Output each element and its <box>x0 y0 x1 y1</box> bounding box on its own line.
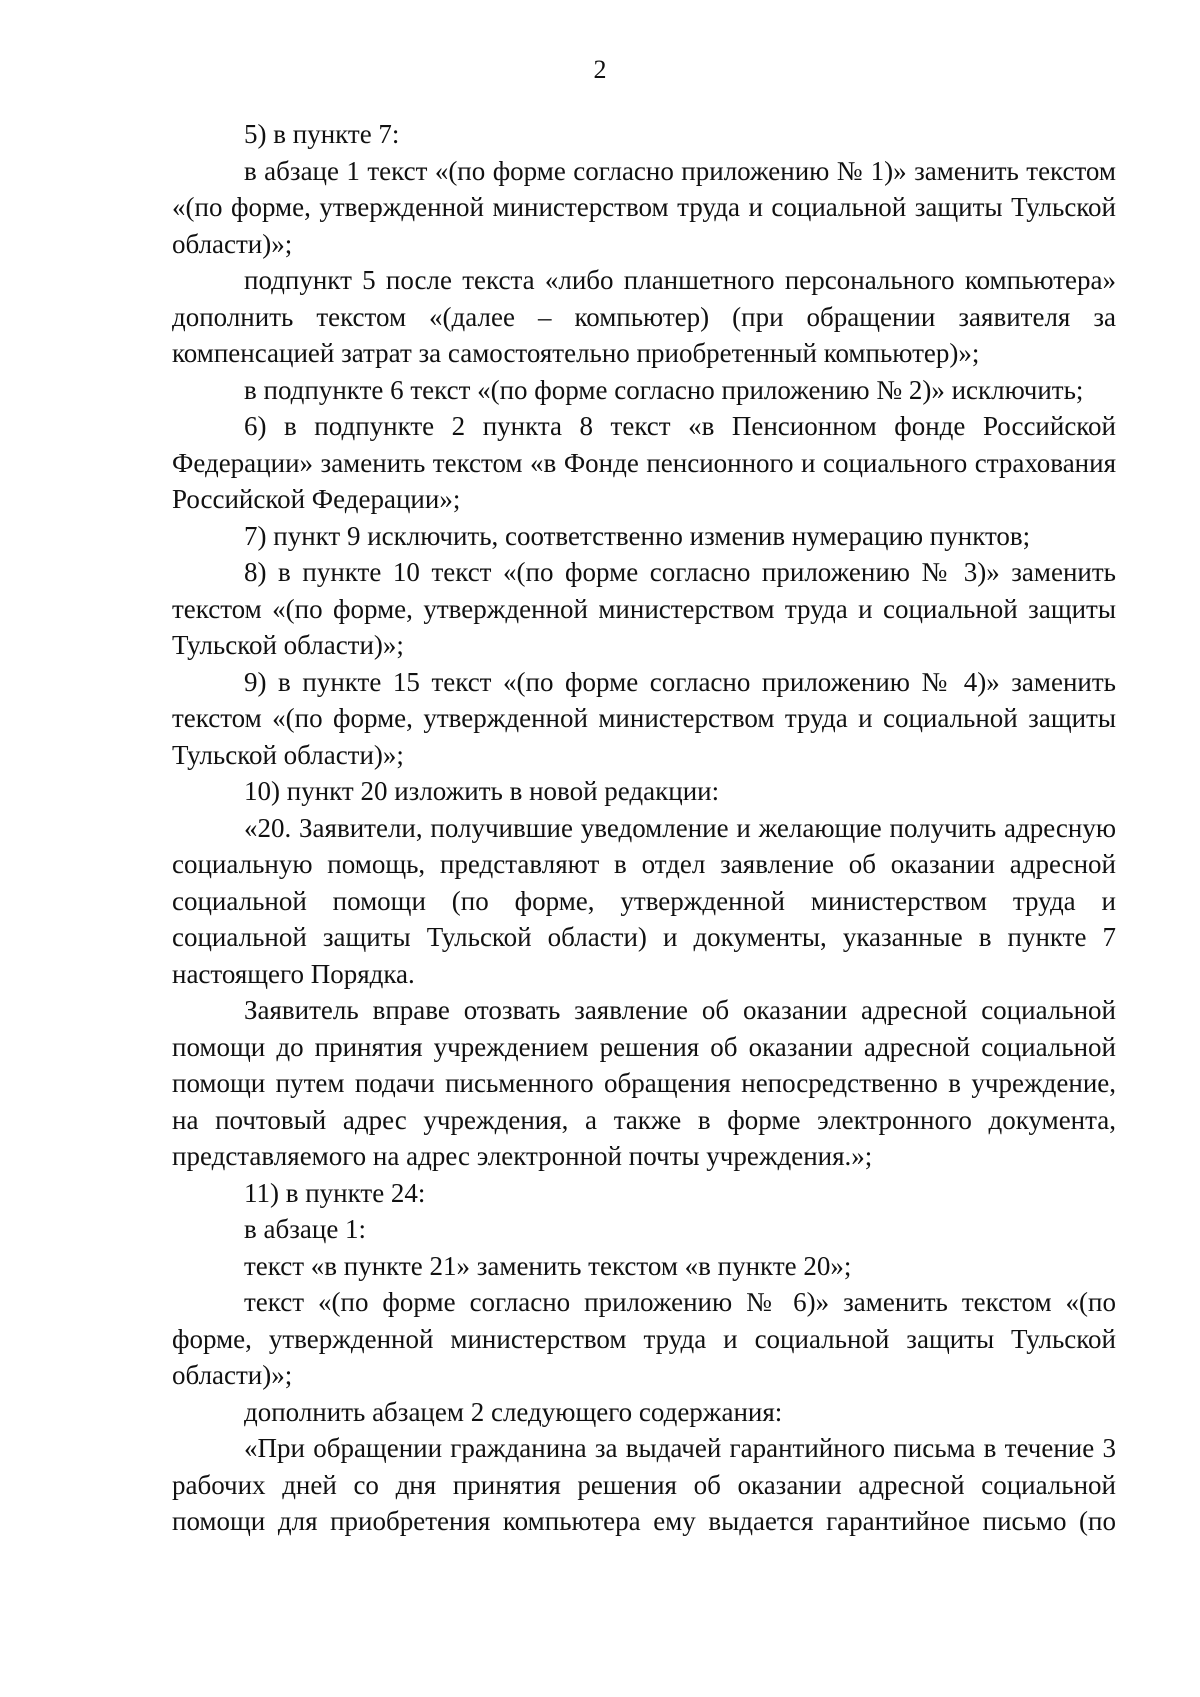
paragraph-item-11-text-replace-2: текст «(по форме согласно приложению № 6)» заменить текстом «(по форме, утвержденной министерством труда и социальной защиты Тульской области)»; <box>172 1287 1116 1390</box>
paragraph-item-9: 9) в пункте 15 текст «(по форме согласно приложению № 4)» заменить текстом «(по форме, утвержденной министерством труда и социальной защиты Тульской области)»; <box>172 666 1116 770</box>
paragraph-item-7: 7) пункт 9 исключить, соответственно изменив нумерацию пунктов; <box>244 520 1031 551</box>
paragraph-guarantee-letter: «При обращении гражданина за выдачей гарантийного письма в течение 3 рабочих дней со дня принятия решения об оказании адресной социальной помощи для приобретения компьютера ему выдается гарантийное письмо (по <box>172 1433 1116 1536</box>
paragraph-item-5-abzac-1: в абзаце 1 текст «(по форме согласно приложению № 1)» заменить текстом «(по форме, утвержденной министерством труда и социальной защиты Тульской области)»; <box>172 155 1116 259</box>
paragraph-item-10: 10) пункт 20 изложить в новой редакции: <box>244 776 720 806</box>
paragraph-item-5: 5) в пункте 7: <box>244 119 400 149</box>
paragraph-point-20-text: «20. Заявители, получившие уведомление и желающие получить адресную социальную помощь, представляют в отдел заявление об оказании адресной социальной помощи (по форме, утвержденной министерством труда и социальной защиты Тульской области) и документы, указанные в пункте 7 настоящего Порядка. <box>172 812 1116 989</box>
paragraph-item-5-subitem-5: подпункт 5 после текста «либо планшетного персонального компьютера» дополнить текстом «(далее – компьютер) (при обращении заявителя за компенсацией затрат за самостоятельно приобретенный компьютер)»; <box>172 265 1116 368</box>
paragraph-item-6: 6) в подпункте 2 пункта 8 текст «в Пенсионном фонде Российской Федерации» заменить текстом «в Фонде пенсионного и социального страхования Российской Федерации»; <box>172 411 1116 514</box>
paragraph-item-8: 8) в пункте 10 текст «(по форме согласно приложению № 3)» заменить текстом «(по форме, утвержденной министерством труда и социальной защиты Тульской области)»; <box>172 557 1116 660</box>
paragraph-item-11: 11) в пункте 24: <box>244 1177 426 1208</box>
paragraph-item-5-subitem-6: в подпункте 6 текст «(по форме согласно приложению № 2)» исключить; <box>244 374 1084 405</box>
page-number: 2 <box>593 55 607 84</box>
paragraph-item-11-add-abzac-2: дополнить абзацем 2 следующего содержания: <box>244 1396 783 1427</box>
document-body <box>172 116 1116 1540</box>
paragraph-item-11-text-replace-1: текст «в пункте 21» заменить текстом «в пункте 20»; <box>244 1250 852 1281</box>
paragraph-point-20-withdrawal: Заявитель вправе отозвать заявление об оказании адресной социальной помощи до принятия учреждением решения об оказании адресной социальной помощи путем подачи письменного обращения непосредственно в учреждение, на почтовый адрес учреждения, а также в форме электронного документа, представляемого на адрес электронной почты учреждения.»; <box>172 995 1116 1171</box>
paragraph-item-11-abzac-1: в абзаце 1: <box>244 1214 367 1244</box>
